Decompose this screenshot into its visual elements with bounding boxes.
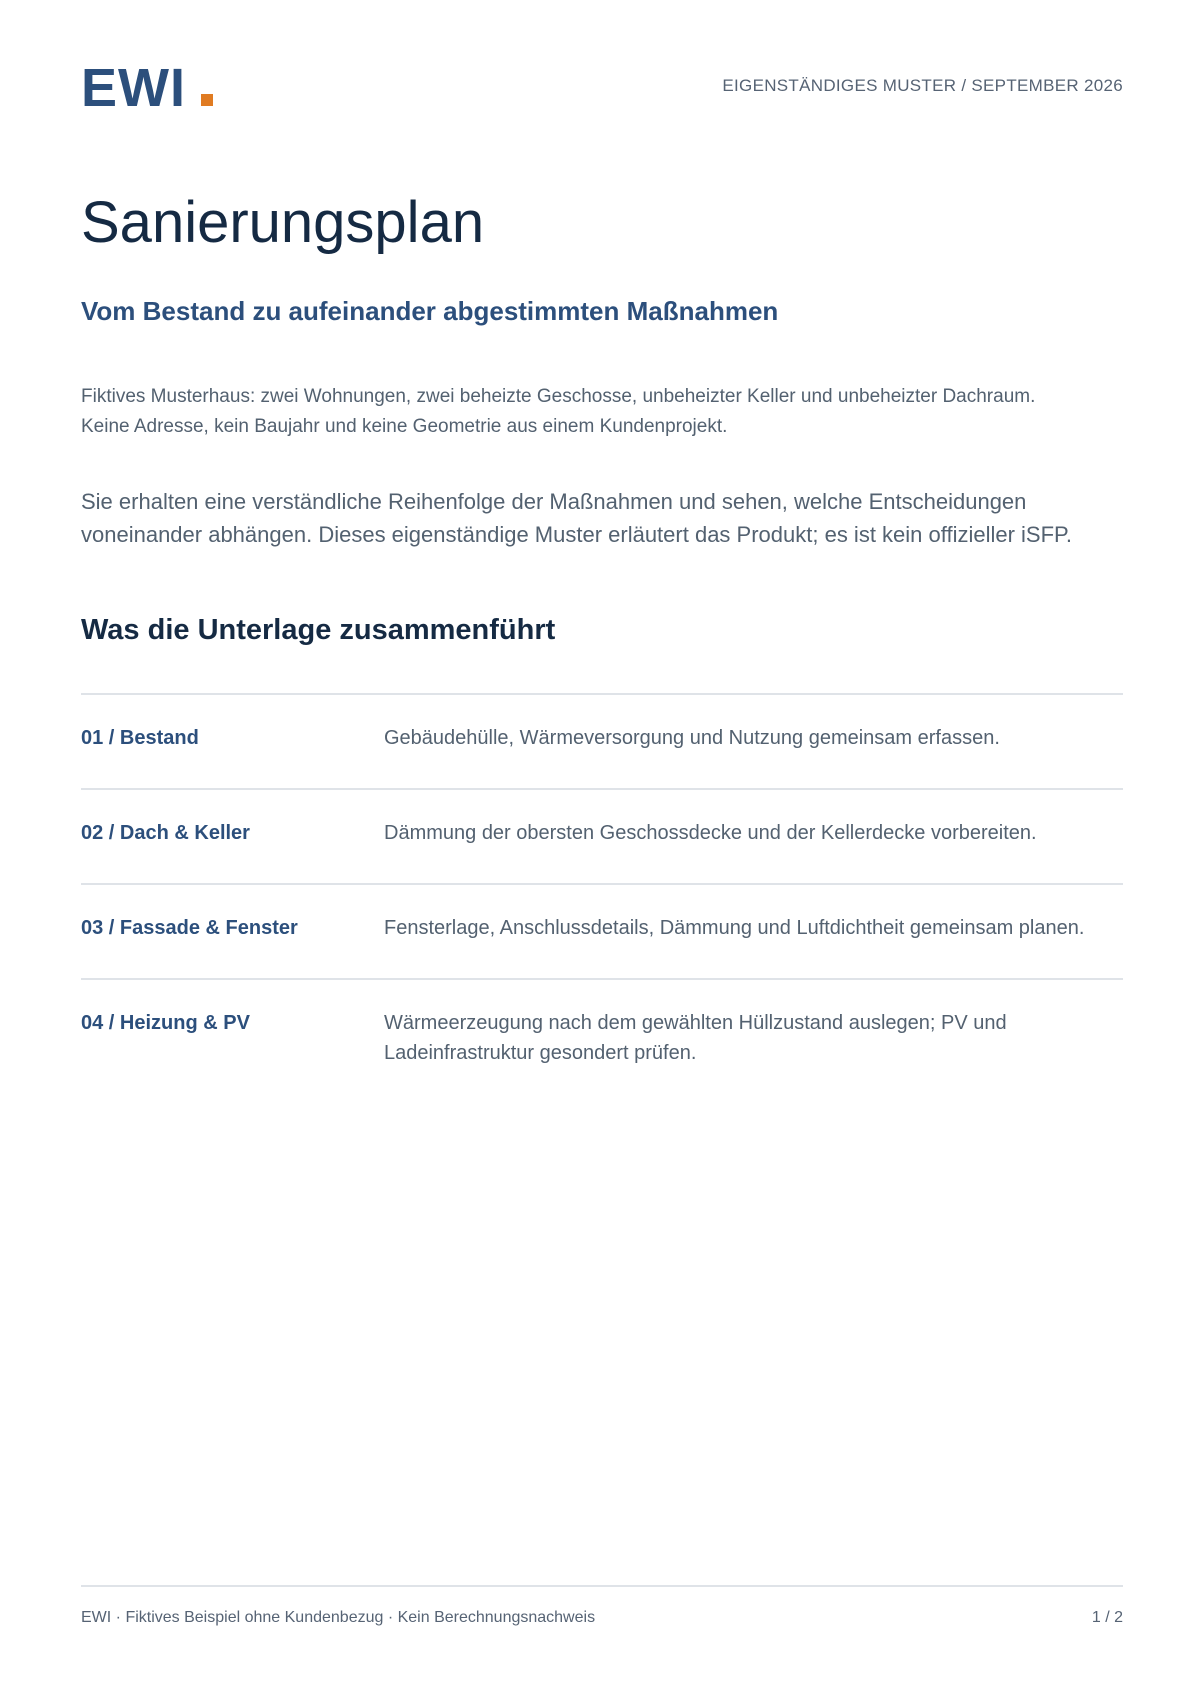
lead-paragraph bbox=[81, 485, 1123, 551]
ewi-logo: EWI bbox=[81, 58, 186, 118]
steps-table bbox=[81, 693, 1123, 1090]
lead-line-1: Sie erhalten eine verständliche Reihenfolge der Maßnahmen und sehen, welche Entscheidungen bbox=[81, 489, 1027, 514]
page-header bbox=[81, 52, 1123, 122]
logo-accent-dot bbox=[201, 94, 213, 106]
intro-paragraph bbox=[81, 382, 1123, 442]
intro-line-1: Fiktives Musterhaus: zwei Wohnungen, zwei beheizte Geschosse, unbeheizter Keller und unbeheizter Dachraum. bbox=[81, 386, 1036, 407]
section-heading: Was die Unterlage zusammenführt bbox=[81, 614, 556, 646]
step-row-bestand bbox=[81, 695, 1123, 790]
step-label: 03 / Fassade & Fenster bbox=[81, 917, 298, 939]
lead-line-2: voneinander abhängen. Dieses eigenständige Muster erläutert das Produkt; es ist kein offizieller iSFP. bbox=[81, 522, 1072, 547]
step-row-dach-keller bbox=[81, 790, 1123, 885]
step-description: Gebäudehülle, Wärmeversorgung und Nutzung gemeinsam erfassen. bbox=[384, 727, 1000, 749]
step-label: 01 / Bestand bbox=[81, 727, 199, 749]
intro-line-2: Keine Adresse, kein Baujahr und keine Geometrie aus einem Kundenprojekt. bbox=[81, 416, 728, 437]
page-title: Sanierungsplan bbox=[81, 190, 485, 255]
step-label: 04 / Heizung & PV bbox=[81, 1012, 250, 1034]
document-page bbox=[81, 0, 1123, 1698]
step-description: Dämmung der obersten Geschossdecke und der Kellerdecke vorbereiten. bbox=[384, 822, 1037, 844]
page-subtitle: Vom Bestand zu aufeinander abgestimmten Maßnahmen bbox=[81, 296, 779, 326]
document-meta: EIGENSTÄNDIGES MUSTER / SEPTEMBER 2026 bbox=[722, 76, 1123, 95]
step-description: Wärmeerzeugung nach dem gewählten Hüllzustand auslegen; PV und Ladeinfrastruktur gesondert prüfen. bbox=[384, 1012, 1007, 1064]
step-label: 02 / Dach & Keller bbox=[81, 822, 250, 844]
footer-divider bbox=[81, 1585, 1123, 1587]
footer-note: EWI · Fiktives Beispiel ohne Kundenbezug · Kein Berechnungsnachweis bbox=[81, 1609, 596, 1626]
step-row-fassade-fenster bbox=[81, 885, 1123, 980]
page-number: 1 / 2 bbox=[1091, 1609, 1123, 1626]
step-row-heizung-pv bbox=[81, 980, 1123, 1090]
step-description: Fensterlage, Anschlussdetails, Dämmung und Luftdichtheit gemeinsam planen. bbox=[384, 917, 1085, 939]
